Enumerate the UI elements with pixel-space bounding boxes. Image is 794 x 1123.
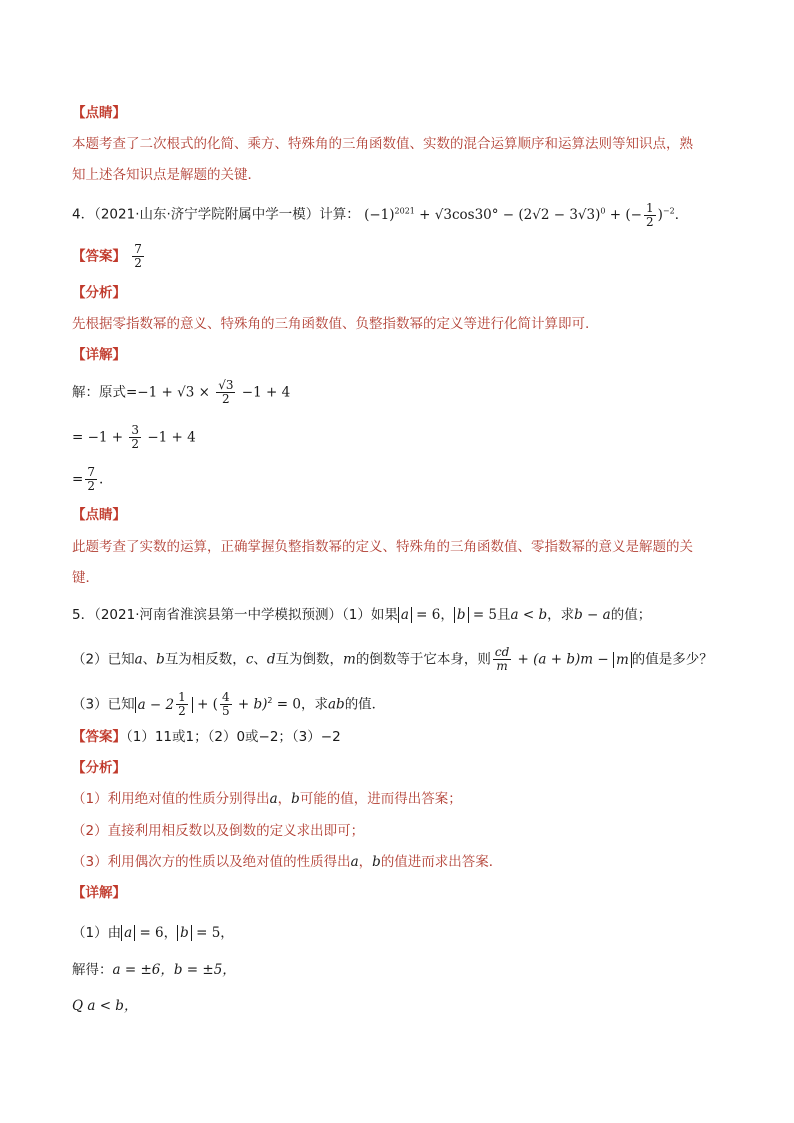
question-4-expression: $(-1)^{2021} + √3\cos 30^\circ - (2√2 - 3√3)^0$ + (− $\frac{1}{2}$ )$^{-2}$． [364,200,689,229]
dianjing-1-line-1: 本题考查了二次根式的化简、乘方、特殊角的三角函数值、实数的混合运算顺序和运算法则等知识点，熟 [72,136,693,152]
dianjing-1-line-2: 知上述各知识点是解题的关键． [72,167,261,183]
question-5-detail-2: 解得：a = ±6，b = ±5， [72,962,236,978]
question-5-analysis-1: （1）利用绝对值的性质分别得出a，b可能的值，进而得出答案； [72,791,462,807]
question-5-detail-1: （1）由 a = 6， b = 5， [72,925,234,941]
question-4-step-3: = $\frac{7}{2}$ . [72,465,104,493]
answer-fraction: $\frac{7}{2}$ [134,242,142,270]
tag-label: 【答案】 [72,248,126,265]
question-5-analysis-2: （2）直接利用相反数以及倒数的定义求出即可； [72,823,365,839]
question-4-step-2: = −1 + $\frac{3}{2}$ −1 + 4 [72,423,196,451]
question-4-source: 4．（2021·山东·济宁学院附属中学一模）计算： [72,206,360,223]
question-5-part-3: （3）已知 a − 2 $\frac{1}{2}$ + ( $\frac{4}{5}$ + b)$^2$ = 0，求ab的值． [72,690,386,718]
dianjing-4-line-1: 此题考查了实数的运算，正确掌握负整指数幂的定义、特殊角的三角函数值、零指数幂的意义是解题的关 [72,539,693,555]
question-4-answer [72,243,714,270]
tag-xiangjie-5: 【详解】 [72,885,126,901]
question-4-analysis: 先根据零指数幂的意义、特殊角的三角函数值、负整指数幂的定义等进行化简计算即可. [72,316,590,332]
question-5-analysis-3: （3）利用偶次方的性质以及绝对值的性质得出a，b的值进而求出答案． [72,854,503,870]
question-5-answer: 【答案】（1）11或1；（2）0或−2；（3）−2 [72,729,341,745]
tag-label: 【点睛】 [72,105,126,121]
tag-fenxi-4: 【分析】 [72,285,126,301]
question-5-part-1: 5．（2021·河南省淮滨县第一中学模拟预测）（1）如果 a = 6， b = 5且a < b，求b − a的值； [72,607,652,623]
tag-fenxi-5: 【分析】 [72,760,126,776]
tag-xiangjie-4: 【详解】 [72,347,126,363]
dianjing-4-line-2: 键． [72,570,99,586]
question-5-part-2: （2）已知a、b互为相反数，c、d互为倒数，m的倒数等于它本身，则 $\frac{cd}{m}$ + (a + b)m − m 的值是多少？ [72,645,713,673]
tag-dianjing-1 [72,103,714,123]
question-4-step-1: 解：原式=−1 + √3 × $\frac{√3}{2}$ −1 + 4 [72,378,291,406]
question-5-detail-3: Q a < b， [72,998,138,1014]
tag-dianjing-4: 【点睛】 [72,507,126,523]
question-4-title [72,201,714,229]
